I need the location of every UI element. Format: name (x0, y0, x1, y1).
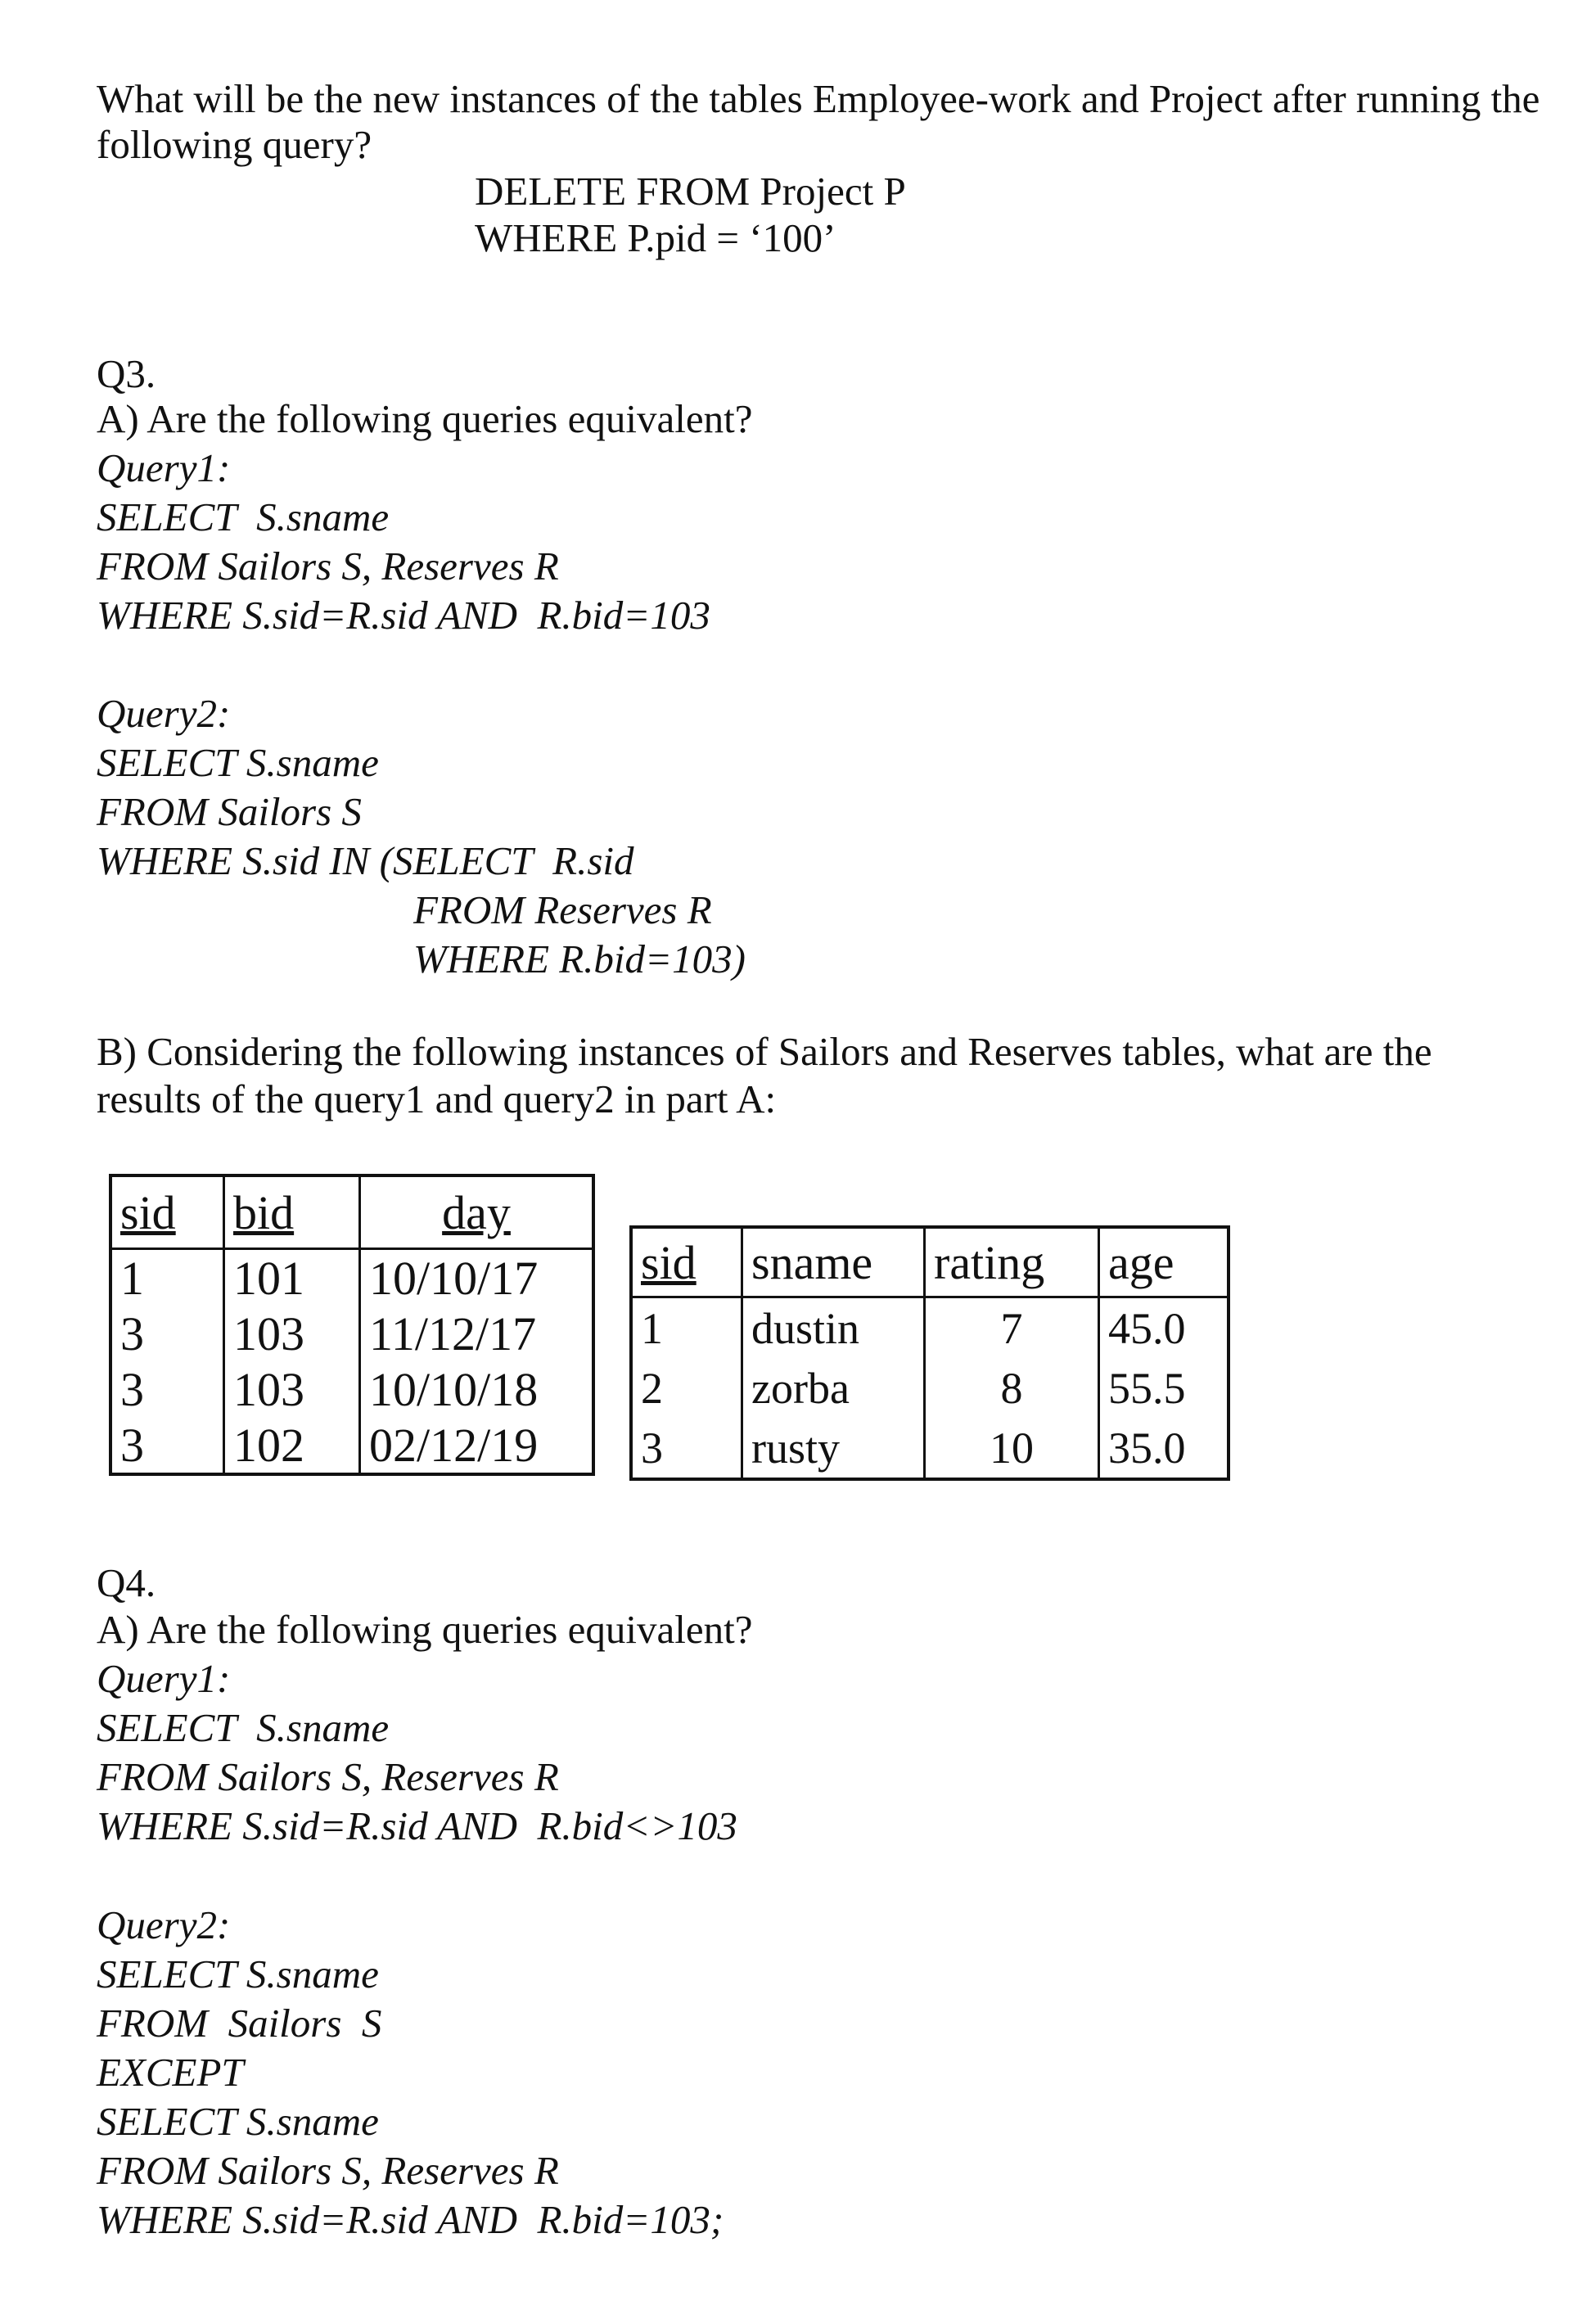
table-header-row (110, 1175, 593, 1249)
table-cell: 8 (925, 1358, 1099, 1418)
table-cell: 45.0 (1099, 1297, 1229, 1359)
reserves-table (109, 1174, 595, 1476)
table-cell: 10 (925, 1418, 1099, 1479)
q3-query2-line: WHERE R.bid=103) (413, 936, 746, 981)
table-row (631, 1297, 1229, 1359)
table-cell: 3 (120, 1418, 144, 1472)
q4-label: Q4. (97, 1560, 156, 1605)
table-cell: 1 (641, 1303, 663, 1353)
table-cell: zorba (742, 1358, 925, 1418)
table-row (110, 1249, 593, 1306)
q4-query1-line: SELECT S.sname (97, 1705, 390, 1750)
q4-query2-line: FROM Sailors S (97, 2001, 382, 2046)
table-cell: 10/10/17 (360, 1249, 594, 1306)
table-row (631, 1418, 1229, 1479)
q3-query2-line: SELECT S.sname (97, 740, 379, 785)
q4-query1-line: FROM Sailors S, Reserves R (97, 1754, 559, 1799)
delete-sql-line-1: DELETE FROM Project P (475, 169, 906, 214)
q4-query2-line: WHERE S.sid=R.sid AND R.bid=103; (97, 2197, 724, 2242)
table-row (631, 1358, 1229, 1418)
column-header-sname: sname (742, 1227, 925, 1297)
table-cell: 3 (120, 1362, 144, 1416)
table-cell: 2 (641, 1363, 663, 1413)
table-cell: 102 (224, 1417, 360, 1474)
table-row (110, 1361, 593, 1417)
q3-query1-line: WHERE S.sid=R.sid AND R.bid=103 (97, 593, 710, 638)
q4-query2-line: SELECT S.sname (97, 1951, 379, 1996)
table-cell: 35.0 (1099, 1418, 1229, 1479)
intro-text-line-1: What will be the new instances of the tables Employee-work and Project after running the (97, 76, 1540, 121)
q3-label: Q3. (97, 351, 156, 396)
column-header-bid: bid (224, 1175, 360, 1249)
q3-part-a: A) Are the following queries equivalent? (97, 396, 753, 441)
q3-query2-line: FROM Reserves R (413, 887, 712, 932)
column-header-age: age (1099, 1227, 1229, 1297)
q4-query2-line: FROM Sailors S, Reserves R (97, 2148, 559, 2193)
table-row (110, 1417, 593, 1474)
q4-part-a: A) Are the following queries equivalent? (97, 1607, 753, 1652)
q3-query1-line: SELECT S.sname (97, 494, 390, 539)
delete-sql-line-2: WHERE P.pid = ‘100’ (475, 215, 836, 260)
q3-query2-line: WHERE S.sid IN (SELECT R.sid (97, 838, 634, 883)
table-header-row (631, 1227, 1229, 1297)
sailors-table (629, 1225, 1230, 1481)
table-row (110, 1306, 593, 1361)
table-cell: 10/10/18 (360, 1361, 594, 1417)
table-cell: 1 (120, 1251, 144, 1305)
q4-query1-label: Query1: (97, 1656, 231, 1701)
table-cell: 101 (224, 1249, 360, 1306)
q4-query2-label: Query2: (97, 1902, 231, 1947)
table-cell: rusty (742, 1418, 925, 1479)
q4-query1-line: WHERE S.sid=R.sid AND R.bid<>103 (97, 1803, 737, 1848)
table-cell: 3 (120, 1306, 144, 1360)
q3-query1-label: Query1: (97, 445, 231, 490)
q4-query2-line: SELECT S.sname (97, 2099, 379, 2144)
column-header-sid: sid (110, 1175, 224, 1249)
table-cell: 103 (224, 1306, 360, 1361)
table-cell: 02/12/19 (360, 1417, 594, 1474)
table-cell: 3 (641, 1423, 663, 1473)
q3-query2-label: Query2: (97, 691, 231, 736)
q3-part-b-line-2: results of the query1 and query2 in part A: (97, 1076, 777, 1121)
column-header-day: day (360, 1175, 594, 1249)
q3-part-b-line-1: B) Considering the following instances of Sailors and Reserves tables, what are the (97, 1029, 1432, 1074)
q3-query1-line: FROM Sailors S, Reserves R (97, 544, 559, 589)
table-cell: 7 (925, 1297, 1099, 1359)
intro-text-line-2: following query? (97, 122, 372, 167)
q4-query2-line: EXCEPT (97, 2050, 244, 2095)
table-cell: dustin (742, 1297, 925, 1359)
table-cell: 11/12/17 (360, 1306, 594, 1361)
table-cell: 55.5 (1099, 1358, 1229, 1418)
table-cell: 103 (224, 1361, 360, 1417)
column-header-rating: rating (925, 1227, 1099, 1297)
column-header-sid: sid (631, 1227, 742, 1297)
q3-query2-line: FROM Sailors S (97, 789, 362, 834)
